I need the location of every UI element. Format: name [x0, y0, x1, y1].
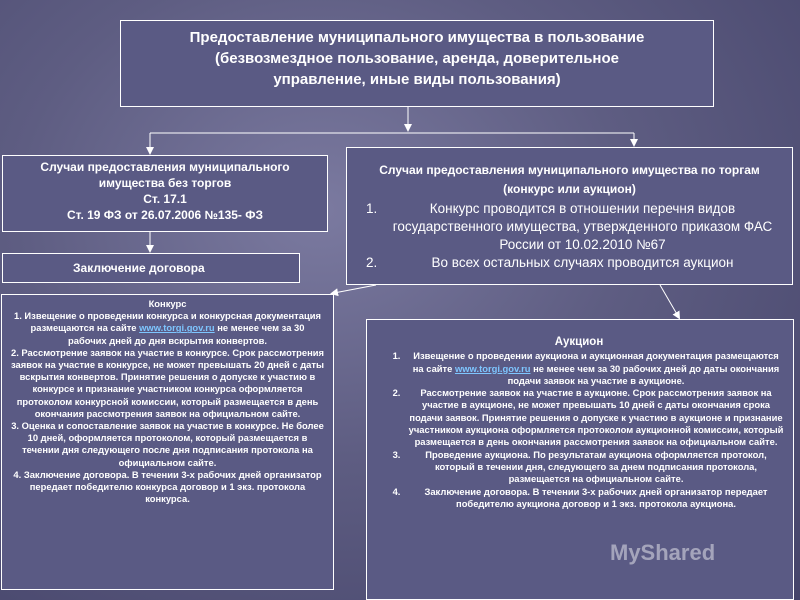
contract-box [2, 253, 300, 283]
no-tender-line-2: имущества без торгов [98, 176, 232, 190]
konkurs-step-3: 3. Оценка и сопоставление заявок на участие в конкурсе. Не более 10 дней, оформляется протоколом, который размещается в течении дня следующего после дня подписания протокола на официальном сайте. [11, 420, 324, 468]
main-title-line-1: Предоставление муниципального имущества в пользование [189, 29, 645, 46]
no-tender-box [2, 155, 328, 232]
tender-heading-1: Случаи предоставления муниципального имущества по торгам [379, 163, 760, 177]
konkurs-box [1, 294, 334, 590]
connector-to-konkurs [334, 285, 376, 293]
auction-site-link[interactable]: www.torgi.gov.ru [454, 362, 531, 374]
auction-step-2: 2. Рассмотрение заявок на участие в аукционе. Срок рассмотрения заявок на участие в аукционе, не может превышать 10 дней с даты окончания срока подачи заявок. Принятие решения о допуске к участию в аукционе и признание участником аукциона оформляется протоколом аукционной комиссии, который размещается в день окончания рассмотрения заявок на официальном сайте. [403, 387, 785, 448]
contract-label: Заключение договора [73, 261, 205, 275]
tender-heading-2: (конкурс или аукцион) [503, 182, 636, 196]
main-title-line-3: управление, иные виды пользования) [273, 71, 561, 88]
konkurs-site-link[interactable]: www.torgi.gov.ru [139, 322, 215, 334]
no-tender-line-1: Случаи предоставления муниципального [40, 160, 290, 174]
main-title-box [120, 20, 714, 107]
tender-list [347, 200, 792, 272]
connector-to-auction [660, 285, 678, 316]
konkurs-step-4: 4. Заключение договора. В течении 3-х рабочих дней организатор передает победителю конкурса договор и 1 экз. протокола конкурса. [13, 468, 322, 505]
auction-list [373, 350, 785, 510]
konkurs-title: Конкурс [148, 298, 187, 309]
tender-item-2: 2. Во всех остальных случаях проводится аукцион [381, 254, 780, 272]
tender-item-1: 1. Конкурс проводится в отношении перечня видов государственного имущества, утвержденного приказом ФАС России от 10.02.2010 №67 [381, 200, 780, 254]
auction-step-4: 4. Заключение договора. В течении 3-х рабочих дней организатор передает победителю аукциона договор и 1 экз. протокола аукциона. [403, 486, 785, 511]
konkurs-step-1: 1. Извещение о проведении конкурса и конкурсная документация размещаются на сайте www.torgi.gov.ru не менее чем за 30 рабочих дней до дня вскрытия конвертов. [14, 310, 321, 346]
auction-title: Аукцион [554, 336, 604, 348]
watermark-logo: MyShared [610, 540, 716, 565]
main-title-line-2: (безвозмездное пользование, аренда, доверительное [215, 50, 619, 67]
no-tender-line-4: Ст. 19 ФЗ от 26.07.2006 №135- ФЗ [66, 208, 264, 222]
auction-step-3: 3. Проведение аукциона. По результатам аукциона оформляется протокол, который в течении дня, следующего за днем подписания протокола, размещается на официальном сайте. [403, 449, 785, 486]
konkurs-step-2: 2. Рассмотрение заявок на участие в конкурсе. Срок рассмотрения заявок на участие в конкурсе, не может превышать 20 дней с даты вскрытия конвертов. Принятие решения о допуске к участию в конкурсе и признание участником конкурса оформляется протоколом конкурсной комиссии, который размещается в день окончания рассмотрения заявок на официальном сайте. [11, 346, 324, 419]
auction-box [366, 319, 794, 600]
tender-box [346, 147, 793, 285]
auction-step-1: 1. Извещение о проведении аукциона и аукционная документация размещаются на сайте www.torgi.gov.ru не менее чем за 30 рабочих дней до даты окончания подачи заявок на участие в аукционе. [403, 350, 785, 387]
no-tender-line-3: Ст. 17.1 [143, 192, 187, 206]
